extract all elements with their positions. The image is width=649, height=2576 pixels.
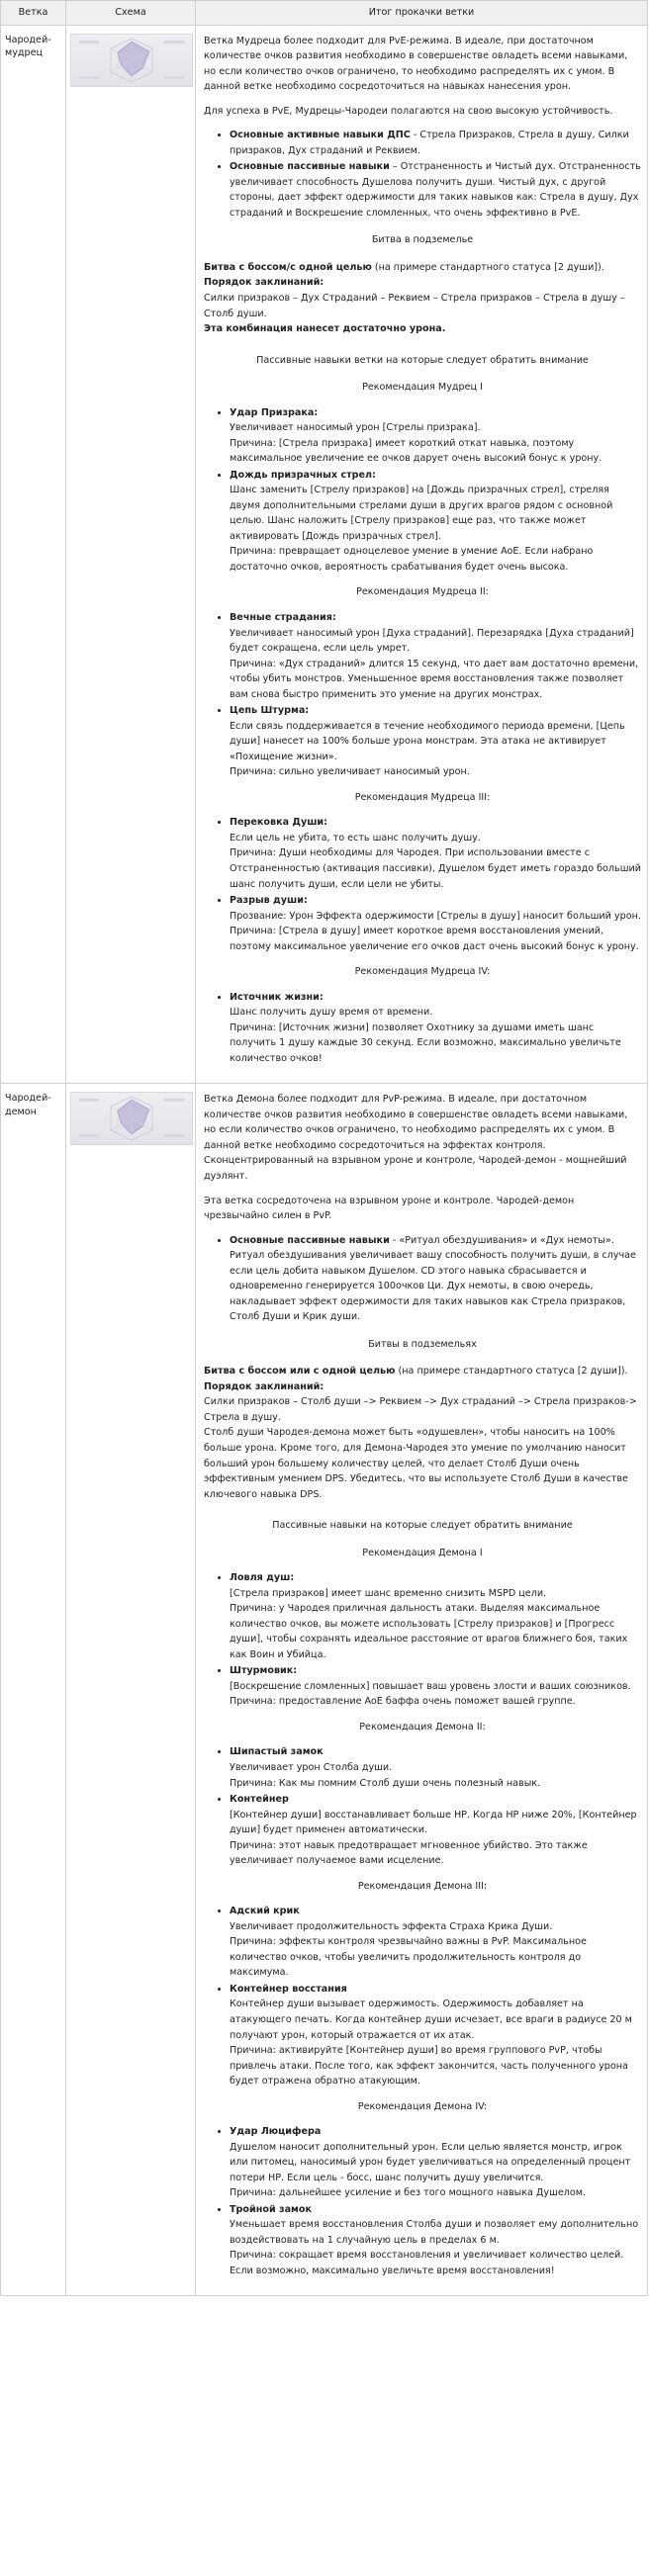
skill-name: • Источник жизни:: [230, 991, 324, 1003]
skill-description: Причина: [Стрела призрака] имеет короткий откат навыка, поэтому максимальное увеличение ее очков дарует очень высокий бонус к урону.: [230, 437, 603, 465]
recommendation-list: [204, 405, 641, 576]
recommendation-item: [230, 815, 641, 892]
combo-text: Столб души Чародея-демона может быть «одушевлен», чтобы наносить на 100% больше урона. Кроме того, для Демона-Чародея это умение по умолчанию наносит больший урон большему количеству целей, что делает Столб Души очень эффективным умением DPS. Убедитесь, что вы используете Столб Души в качестве ключевого навыка DPS.: [204, 1427, 628, 1500]
branch-name: Чародей-демон: [1, 1084, 66, 2296]
recommendation-item: [230, 1904, 641, 1981]
scheme-thumbnail[interactable]: [70, 34, 193, 87]
spell-order-title: Порядок заклинаний:: [204, 1380, 324, 1392]
skill-name: • Ловля душ:: [230, 1572, 295, 1584]
dungeon-title: Битва в подземелье: [371, 234, 474, 246]
skill-name: • Вечные страдания:: [230, 612, 336, 623]
recommendation-list: [204, 1904, 641, 2088]
boss-fight-note: (на примере стандартного статуса [2 души]).: [371, 261, 604, 273]
skill-name: • Тройной замок: [230, 2203, 312, 2215]
recommendation-list: [204, 2124, 641, 2278]
recommendation-item: [230, 1982, 641, 2089]
skill-description: Прозвание: Урон Эффекта одержимости [Стрелы в душу] наносит больший урон.: [230, 910, 641, 922]
skills-list-item: [230, 159, 641, 221]
skill-group-name: Основные пассивные навыки: [230, 1234, 390, 1246]
recommendation-list: [204, 815, 641, 954]
combo-note: [204, 1425, 641, 1502]
table-row: [1, 25, 648, 1084]
boss-fight-note: (на примере стандартного статуса [2 души]).: [395, 1366, 628, 1377]
intro-text: Ветка Демона более подходит для PvP-режима. В идеале, при достаточном количестве очков развития необходимо в совершенстве овладеть всеми навыками, но если количество очков ограничено, то необходимо распределять их с умом. В данной ветке необходимо сосредоточиться на эффектах контроля. Сконцентрированный на взрывном уроне и контроле, Чародей-демон - мощнейший дуэлянт.: [204, 1094, 628, 1182]
skill-description: Причина: превращает одноцелевое умение в умение AoE. Если набрано достаточно очков, вероятность срабатывания будет очень высока.: [230, 546, 594, 573]
boss-fight-label: Битва с боссом или с одной целью: [204, 1366, 396, 1377]
skill-description: Причина: сильно увеличивает наносимый урон.: [230, 766, 470, 778]
recommendation-item: [230, 990, 641, 1067]
intro-text-2: Эта ветка сосредоточена на взрывном уроне и контроле. Чародей-демон чрезвычайно силен в PvP.: [204, 1195, 575, 1222]
skill-description: Душелом наносит дополнительный урон. Если целью является монстр, игрок или питомец, наносимый урон будет увеличиваться на определенный процент потери НР. Если цель - босс, шанс получить душу увеличится.: [230, 2141, 631, 2183]
recommendation-item: [230, 2124, 641, 2201]
skills-list-item: [230, 128, 641, 158]
skill-description: [Воскрешение сломленных] повышает ваш уровень злости и ваших союзников.: [230, 1680, 631, 1692]
header-scheme: Схема: [66, 1, 196, 26]
skill-description: Увеличивает продолжительность эффекта Страха Крика Души.: [230, 1920, 553, 1932]
boss-fight-block: [204, 1364, 641, 1502]
passive-title: Пассивные навыки ветки на которые следует обратить внимание: [256, 354, 589, 366]
skill-name: • Штурмовик:: [230, 1665, 298, 1677]
header-branch: Ветка: [1, 1, 66, 26]
skill-description: Контейнер души вызывает одержимость. Одержимость добавляет на атакующего печать. Когда контейнер души исчезает, все враги в радиусе 20 м получают урон, который отражается от их атак.: [230, 1999, 632, 2041]
skill-description: Причина: «Дух страданий» длится 15 секунд, что дает вам достаточно времени, чтобы убить монстров. Уменьшенное время восстановления также позволяет вам снова быстро применить это умение на других монстрах.: [230, 658, 639, 700]
skill-name: • Контейнер восстания: [230, 1983, 347, 1995]
spell-sequence: Силки призраков – Дух Страданий – Реквием – Стрела призраков – Стрела в душу – Столб души.: [204, 292, 625, 319]
scheme-cell: [66, 25, 196, 1084]
skills-list-item: [230, 1233, 641, 1325]
skill-name: • Контейнер: [230, 1794, 289, 1806]
skill-group-desc: - «Ритуал обездушивания» и «Дух немоты». Ритуал обездушивания увеличивает вашу способность получить души, в случае если цель добита навыком Душелом. CD этого навыка сбрасывается и одновременно генерируется 100очков Ци. Дух немоты, в свою очередь, накладывает эффект одержимости для таких навыков как Стрела призраков, Столб Души и Крик души.: [230, 1234, 636, 1323]
boss-fight-line: [204, 260, 641, 276]
spell-order-title: Порядок заклинаний:: [204, 277, 324, 289]
skill-description: Причина: активируйте [Контейнер души] во время группового PvP, чтобы привлечь атаки. После того, как эффект закончится, часть полученного урона будет отражена обратно атакующим.: [230, 2045, 628, 2087]
skill-description: [Контейнер души] восстанавливает больше НР. Когда HP ниже 20%, [Контейнер души] будет применен автоматически.: [230, 1809, 637, 1836]
recommendation-item: [230, 893, 641, 954]
recommendation-item: [230, 703, 641, 780]
recommendation-item: [230, 405, 641, 467]
skill-group-desc: – Отстраненность и Чистый дух. Отстраненность увеличивает способность Душелова получить души. Чистый дух, с другой стороны, дает эффект одержимости для таких навыков как: Стрела в душу, Дух страданий и Воскрешение сломленных, что очень эффективно в PvE.: [230, 161, 641, 219]
scheme-cell: [66, 1084, 196, 2296]
boss-fight-label: Битва с боссом/с одной целью: [204, 261, 372, 273]
spell-sequence: Силки призраков – Столб души –> Реквием –> Дух страданий –> Стрела призраков-> Стрела в душу.: [204, 1396, 637, 1423]
skill-description: Шанс получить душу время от времени.: [230, 1007, 433, 1019]
skill-name: • Удар Призрака:: [230, 406, 319, 418]
skill-description: Причина: у Чародея приличная дальность атаки. Выделяя максимальное количество очков, вы можете использовать [Стрелу призраков] и [Прогресс души], чтобы сохранять идеальное расстояние от врагов ближнего боя, таких как Воин и Убийца.: [230, 1603, 628, 1660]
recommendation-title: Рекомендация Демона III:: [357, 1880, 488, 1892]
skill-description: Причина: этот навык предотвращает мгновенное убийство. Это также увеличивает получаемое вами исцеление.: [230, 1839, 588, 1867]
spell-order-label: [204, 1379, 641, 1395]
skill-description: Причина: Как мы помним Столб души очень полезный навык.: [230, 1777, 541, 1789]
skill-description: Увеличивает наносимый урон [Духа страданий]. Перезарядка [Духа страданий] будет сокращена, если цель умрет.: [230, 627, 634, 655]
skill-description: Шанс заменить [Стрелу призраков] на [Дождь призрачных стрел], стреляя двумя дополнительными стрелами души в других врагов рядом с основной целью. Шанс наложить [Стрелу призраков] еще раз, что также может активировать [Дождь призрачных стрел].: [230, 485, 613, 542]
skill-description: Уменьшает время восстановления Столба души и позволяет ему дополнительно воздействовать на 1 случайную цель в пределах 6 м.: [230, 2219, 639, 2246]
recommendation-list: [204, 1744, 641, 1868]
dungeon-title: Битвы в подземельях: [368, 1338, 477, 1350]
recommendation-title: Рекомендация Мудреца IV:: [354, 966, 491, 978]
scheme-thumbnail[interactable]: [70, 1092, 193, 1145]
skills-list: [204, 1233, 641, 1325]
skill-name: • Удар Люцифера: [230, 2126, 322, 2138]
table-header-row: [1, 1, 648, 26]
skill-description: Увеличивает урон Столба души.: [230, 1762, 393, 1773]
recommendation-item: [230, 468, 641, 576]
recommendation-item: [230, 2202, 641, 2279]
skill-name: • Разрыв души:: [230, 895, 308, 907]
boss-fight-block: [204, 260, 641, 337]
skill-name: • Цепь Штурма:: [230, 705, 310, 717]
skill-description: Причина: Души необходимы для Чародея. При использовании вместе с Отстраненностью (активация пассивки), Душелом будет иметь гораздо больший шанс получить души, если цели не убиты.: [230, 847, 641, 890]
skill-description: Причина: [Стрела в душу] имеет короткое время восстановления умений, поэтому максимальное увеличение его очков даст очень высокий бонус к урону.: [230, 926, 639, 952]
skill-description: Причина: дальнейшее усиление и без того мощного навыка Душелом.: [230, 2187, 587, 2199]
recommendation-item: [230, 1792, 641, 1869]
skill-name: • Перековка Души:: [230, 817, 327, 829]
recommendation-item: [230, 1570, 641, 1662]
skill-group-desc: - Стрела Призраков, Стрела в душу, Силки призраков, Дух страданий и Реквием.: [230, 130, 629, 156]
recommendation-item: [230, 610, 641, 702]
result-cell: [196, 25, 648, 1084]
recommendation-title: Рекомендация Мудрец I: [362, 382, 483, 394]
skill-description: Увеличивает наносимый урон [Стрелы призрака].: [230, 422, 481, 434]
branch-name: Чародей-мудрец: [1, 25, 66, 1084]
combo-text: Эта комбинация нанесет достаточно урона.: [204, 323, 446, 335]
combo-note: [204, 321, 641, 337]
skill-group-name: Основные пассивные навыки: [230, 161, 390, 173]
recommendation-item: [230, 1744, 641, 1791]
recommendation-title: Рекомендация Демона I: [362, 1547, 483, 1558]
skill-description: Если цель не убита, то есть шанс получить душу.: [230, 832, 481, 844]
radar-chart-icon: [71, 35, 192, 86]
skill-group-name: Основные активные навыки ДПС: [230, 130, 411, 141]
recommendation-title: Рекомендация Демона IV:: [357, 2100, 488, 2112]
skill-name: • Адский крик: [230, 1906, 300, 1917]
result-cell: [196, 1084, 648, 2296]
skill-description: Если связь поддерживается в течение необходимого периода времени, [Цепь души] нанесет на 100% больше урона монстрам. Эта атака не активирует «Похищение жизни».: [230, 720, 625, 762]
skill-name: • Дождь призрачных стрел:: [230, 469, 376, 481]
radar-chart-icon: [71, 1093, 192, 1144]
header-result: Итог прокачки ветки: [196, 1, 648, 26]
intro-text-2: Для успеха в PvE, Мудрецы-Чародеи полагаются на свою высокую устойчивость.: [204, 105, 613, 117]
table-row: [1, 1084, 648, 2296]
recommendation-list: [204, 990, 641, 1067]
recommendation-title: Рекомендация Демона II:: [359, 1721, 486, 1732]
skill-description: Причина: предоставление AoE баффа очень поможет вашей группе.: [230, 1696, 576, 1708]
skills-list: [204, 128, 641, 221]
skill-description: Причина: [Источник жизни] позволяет Охотнику за душами иметь шанс получить 1 душу каждые 30 секунд. Если возможно, максимально увеличьте количество очков!: [230, 1022, 621, 1064]
recommendation-title: Рекомендация Мудреца II:: [356, 586, 489, 598]
skill-description: Причина: эффекты контроля чрезвычайно важны в PvP. Максимальное количество очков, чтобы увеличить продолжительность контроля до максимума.: [230, 1936, 587, 1979]
boss-fight-line: [204, 1364, 641, 1379]
passive-title: Пассивные навыки на которые следует обратить внимание: [272, 1520, 573, 1532]
recommendation-list: [204, 1570, 641, 1710]
recommendation-list: [204, 610, 641, 780]
recommendation-item: [230, 1663, 641, 1710]
spell-order-label: [204, 275, 641, 291]
skill-name: • Шипастый замок: [230, 1746, 324, 1758]
skill-description: [Стрела призраков] имеет шанс временно снизить MSPD цели.: [230, 1587, 547, 1599]
skill-description: Причина: сокращает время восстановления и увеличивает количество целей. Если возможно, максимально увеличьте время восстановления!: [230, 2250, 624, 2276]
recommendation-title: Рекомендация Мудреца III:: [354, 791, 491, 803]
intro-text: Ветка Мудреца более подходит для PvE-режима. В идеале, при достаточном количестве очков развития необходимо в совершенстве овладеть всеми навыками, но если количество очков ограничено, то необходимо распределять их с умом. В данной ветке необходимо сосредоточиться на навыках нанесения урон.: [204, 35, 628, 93]
